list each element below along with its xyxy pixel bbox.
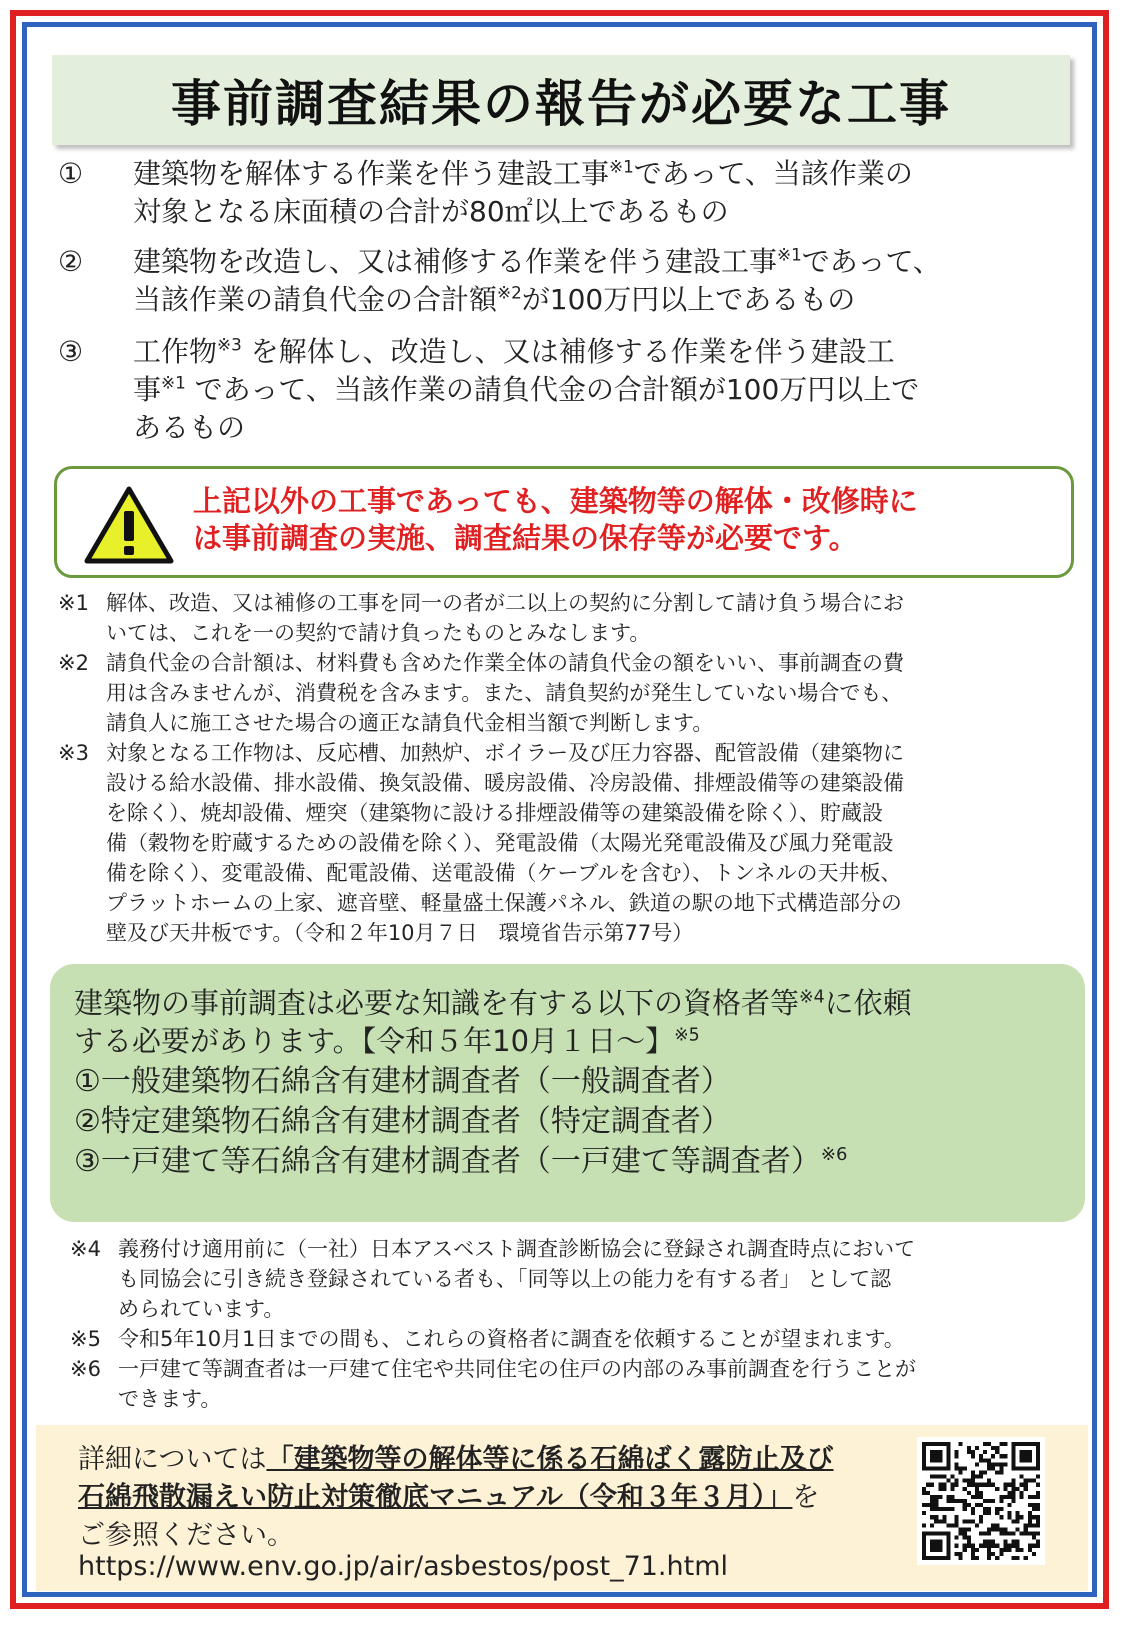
warning-icon [83, 485, 175, 565]
footnote-line: 備を除く）、変電設備、配電設備、送電設備（ケーブルを含む）、トンネルの天井板、 [106, 861, 902, 885]
page-title: 事前調査結果の報告が必要な工事 [171, 75, 951, 133]
item-text: を解体し、改造し、又は補修する作業を伴う建設工 [241, 335, 895, 368]
footnote-line: 解体、改造、又は補修の工事を同一の者が二以上の契約に分割して請け負う場合にお [106, 591, 904, 615]
intro-text: する必要があります。【令和５年10月１日～】 [74, 1024, 675, 1058]
item-number: ③ [58, 335, 84, 368]
footnote-line: 備（穀物を貯蔵するための設備を除く）、発電設備（太陽光発電設備及び風力発電設 [106, 831, 894, 855]
manual-link[interactable]: 石綿飛散漏えい防止対策徹底マニュアル（令和３年３月）」 [78, 1482, 793, 1513]
item-text: であって、当該作業の [633, 157, 913, 190]
qualification-item: ②特定建築物石綿含有建材調査者（特定調査者） [74, 1104, 731, 1139]
footnote-line: 一戸建て等調査者は一戸建て住宅や共同住宅の住戸の内部のみ事前調査を行うことが [118, 1357, 916, 1381]
manual-link[interactable]: 「建築物等の解体等に係る石綿ばく露防止及び [266, 1444, 834, 1475]
reference-text [78, 1441, 833, 1555]
footnote-body [106, 588, 904, 648]
footnote [58, 738, 1088, 948]
footnote-ref: ※2 [497, 282, 522, 303]
reference-prefix: 詳細については [78, 1444, 267, 1475]
footnote-body [118, 1354, 916, 1414]
qualification-intro [74, 984, 1064, 1060]
item-text: であって、当該作業の請負代金の合計額が100万円以上で [185, 373, 920, 406]
footnote-body [106, 738, 904, 948]
footnote-ref: ※1 [161, 372, 186, 393]
item-text: あるもの [133, 411, 246, 444]
footnote-mark: ※1 [58, 591, 89, 615]
footnote-line: められています。 [118, 1297, 285, 1321]
footnote [58, 648, 1088, 738]
footnote [70, 1324, 1090, 1354]
warning-line: は事前調査の実施、調査結果の保存等が必要です。 [193, 521, 858, 555]
reference-suffix: を [792, 1482, 820, 1513]
footnote-mark: ※2 [58, 651, 89, 675]
footnotes-2 [70, 1234, 1090, 1414]
title-banner [52, 55, 1070, 145]
qualification-item: ①一般建築物石綿含有建材調査者（一般調査者） [74, 1064, 731, 1099]
reference-url[interactable]: https://www.env.go.jp/air/asbestos/post_71.html [78, 1551, 729, 1582]
footnote-ref: ※1 [609, 156, 634, 177]
qr-code-icon[interactable] [917, 1437, 1045, 1565]
footnote-line: 用は含みませんが、消費税を含みます。また、請負契約が発生していない場合でも、 [106, 681, 903, 705]
footnote-body [106, 648, 904, 738]
intro-text: 建築物の事前調査は必要な知識を有する以下の資格者等 [74, 986, 800, 1020]
footnote-ref: ※1 [777, 244, 802, 265]
item-text: 工作物 [133, 335, 218, 368]
footnote-line: いては、これを一の契約で請け負ったものとみなします。 [106, 621, 651, 645]
footnote-line: を除く）、焼却設備、煙突（建築物に設ける排煙設備等の建築設備を除く）、貯蔵設 [106, 801, 883, 825]
item-text: 対象となる床面積の合計が80㎡以上であるもの [133, 195, 729, 228]
reference-line: ご参照ください。 [78, 1520, 294, 1551]
item-text: が100万円以上であるもの [521, 283, 856, 316]
footnotes-1 [58, 588, 1088, 948]
qr-code-graphic [922, 1442, 1040, 1560]
footnote-body [118, 1324, 905, 1354]
footnote [70, 1354, 1090, 1414]
footnote-line: 令和5年10月1日までの間も、これらの資格者に調査を依頼することが望まれます。 [118, 1327, 905, 1351]
footnote-ref: ※3 [217, 334, 242, 355]
footnote-ref: ※6 [820, 1144, 848, 1165]
item-text: 事 [133, 373, 162, 406]
footnote-line: も同協会に引き続き登録されている者も、「同等以上の能力を有する者」 として認 [118, 1267, 892, 1291]
item-text: 建築物を解体する作業を伴う建設工事 [133, 157, 610, 190]
qualification-box [50, 964, 1085, 1222]
footnote-line: できます。 [118, 1387, 222, 1411]
item-number: ② [58, 245, 84, 278]
item-text: 当該作業の請負代金の合計額 [133, 283, 498, 316]
warning-line: 上記以外の工事であっても、建築物等の解体・改修時に [193, 484, 918, 518]
footnote-ref: ※4 [799, 987, 825, 1008]
footnote-line: 請負代金の合計額は、材料費も含めた作業全体の請負代金の額をいい、事前調査の費 [106, 651, 904, 675]
footnote-mark: ※6 [70, 1357, 101, 1381]
footnote [70, 1234, 1090, 1324]
footnote-ref: ※5 [674, 1025, 700, 1046]
footnote-mark: ※4 [70, 1237, 101, 1261]
requirement-item-2 [58, 243, 1088, 319]
intro-text: に依頼 [824, 986, 912, 1020]
footnote-line: 対象となる工作物は、反応槽、加熱炉、ボイラー及び圧力容器、配管設備（建築物に [106, 741, 904, 765]
qualification-item: ③一戸建て等石綿含有建材調査者（一戸建て等調査者）$^{※6}$ [74, 1144, 848, 1179]
footnote-line: 壁及び天井板です。（令和２年10月７日 環境省告示第77号） [106, 921, 694, 945]
requirement-item-3 [58, 333, 1088, 447]
item-number: ① [58, 157, 84, 190]
footnote [58, 588, 1088, 648]
warning-text [193, 483, 918, 557]
item-text: 建築物を改造し、又は補修する作業を伴う建設工事 [133, 245, 778, 278]
requirement-item-1 [58, 155, 1088, 231]
footnote-line: 請負人に施工させた場合の適正な請負代金相当額で判断します。 [106, 711, 714, 735]
footnote-line: 設ける給水設備、排水設備、換気設備、暖房設備、冷房設備、排煙設備等の建築設備 [106, 771, 904, 795]
footnote-line: 義務付け適用前に（一社）日本アスベスト調査診断協会に登録され調査時点において [118, 1237, 916, 1261]
footnote-body [118, 1234, 915, 1324]
footnote-line: プラットホームの上家、遮音壁、軽量盛土保護パネル、鉄道の駅の地下式構造部分の [106, 891, 902, 915]
footnote-mark: ※5 [70, 1327, 101, 1351]
footnote-mark: ※3 [58, 741, 89, 765]
warning-box [54, 466, 1074, 578]
item-text: であって、 [801, 245, 941, 278]
